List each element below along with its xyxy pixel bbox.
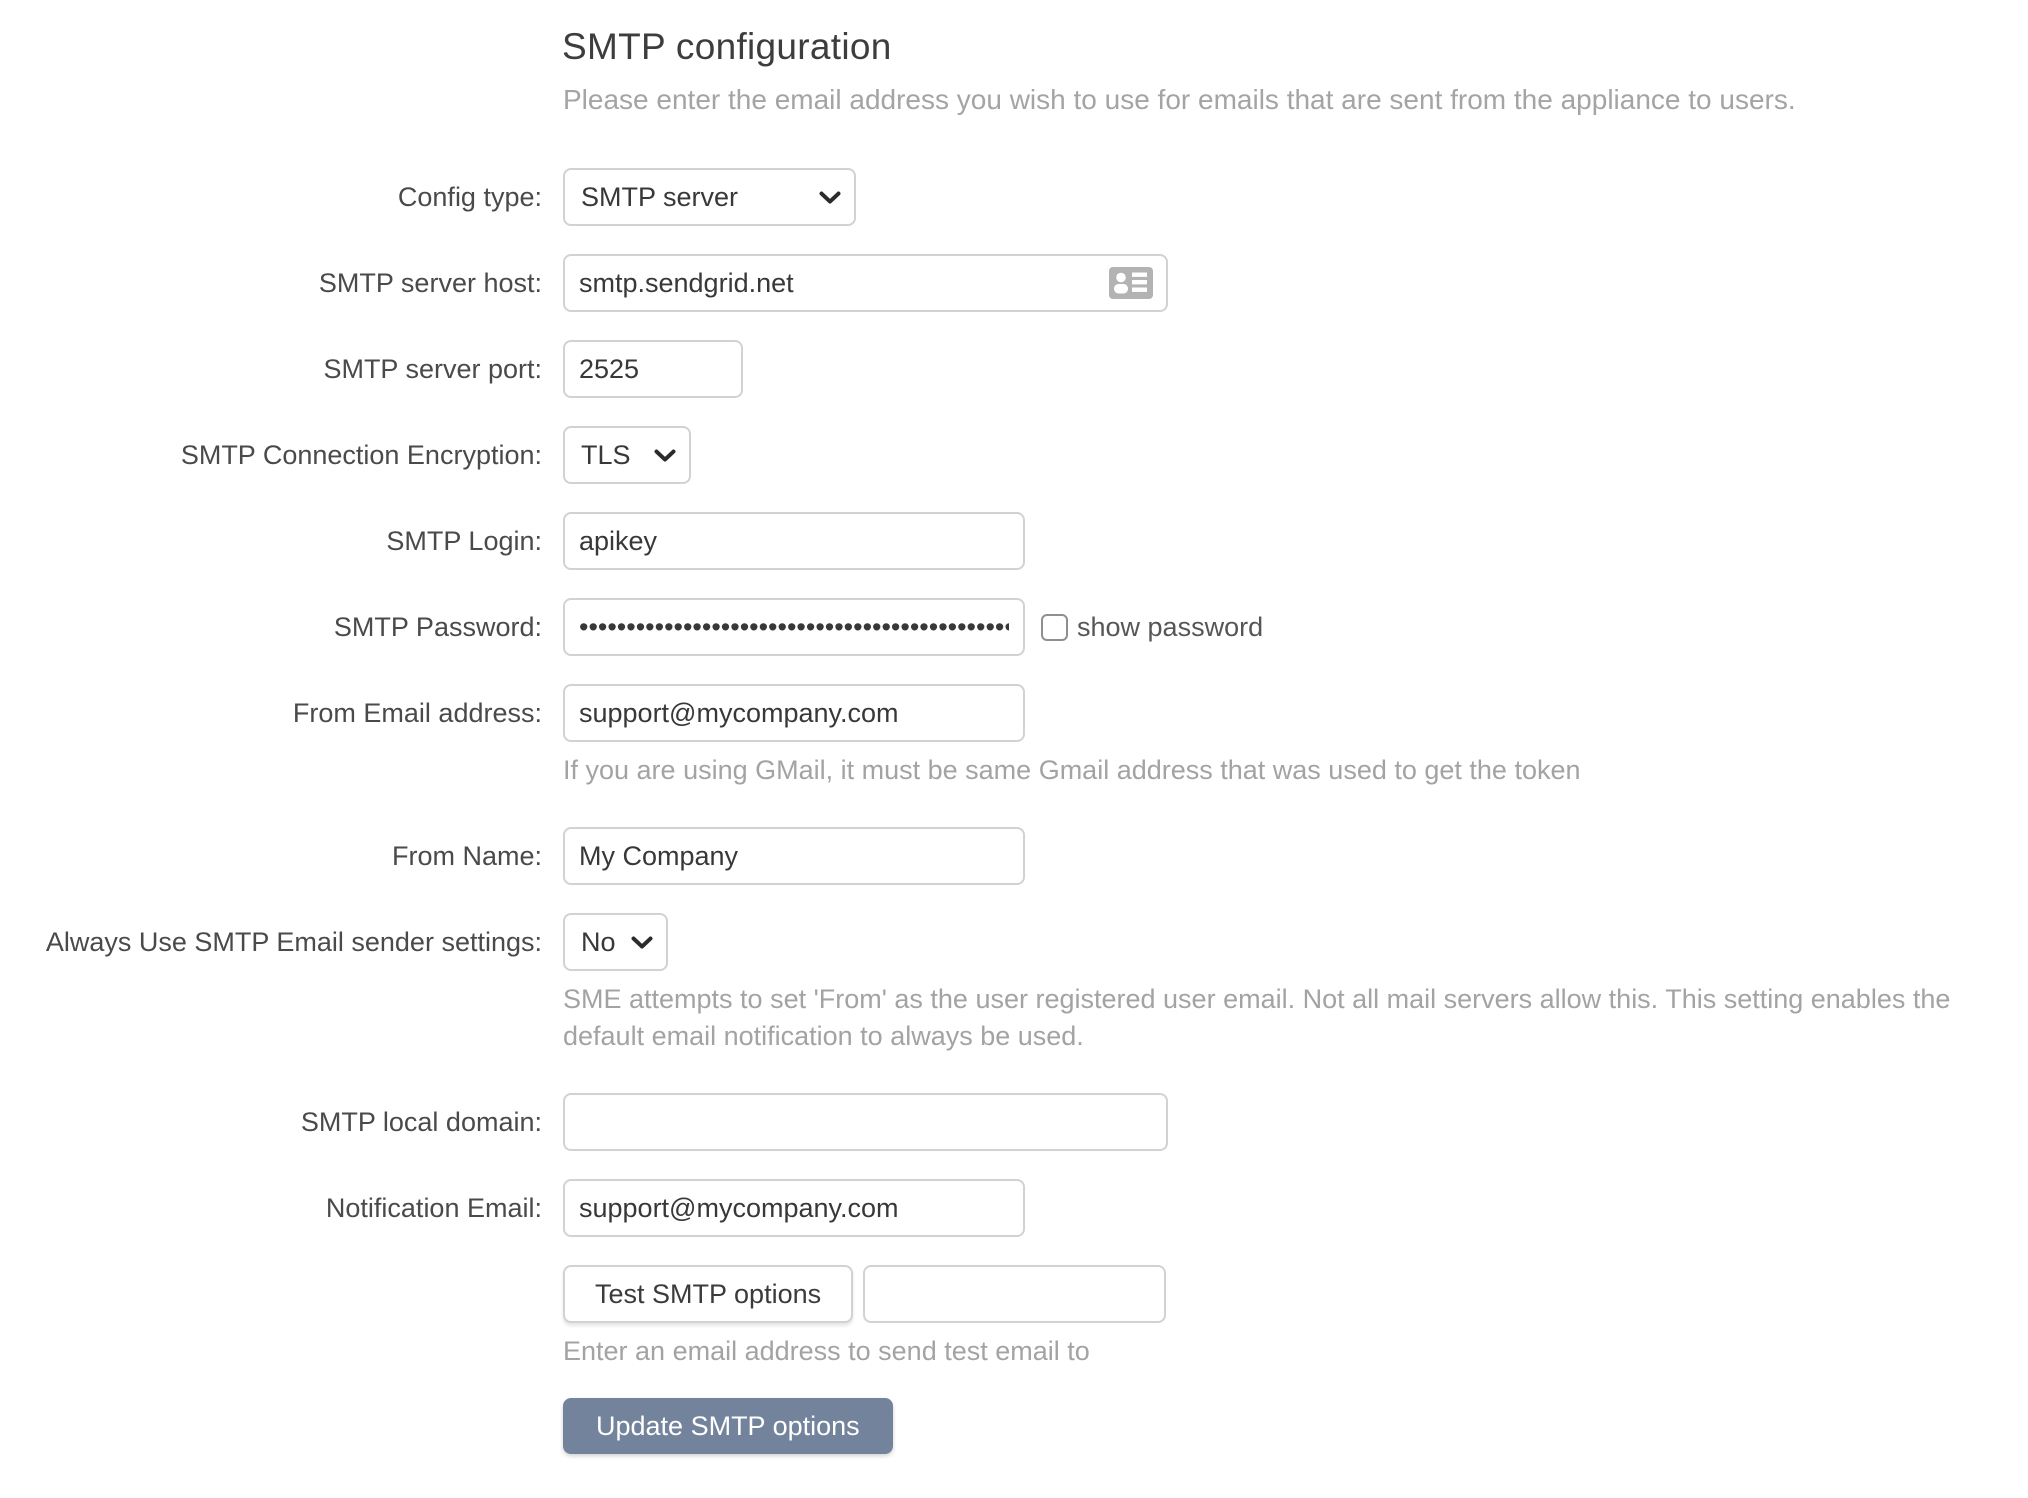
config-type-label: Config type: (397, 182, 542, 212)
test-email-input[interactable] (863, 1265, 1166, 1323)
from-email-row (0, 684, 2028, 789)
encryption-select[interactable] (563, 426, 691, 484)
page-header (562, 26, 2028, 116)
show-password-checkbox[interactable] (1041, 614, 1068, 641)
notification-email-label: Notification Email: (325, 1193, 542, 1223)
smtp-login-input[interactable] (563, 512, 1025, 570)
smtp-password-input[interactable] (563, 598, 1025, 656)
smtp-port-row (0, 340, 2028, 398)
smtp-password-row (0, 598, 2028, 656)
from-name-row (0, 827, 2028, 885)
from-email-label: From Email address: (292, 698, 542, 728)
smtp-login-label: SMTP Login: (386, 526, 542, 556)
local-domain-label: SMTP local domain: (300, 1107, 542, 1137)
smtp-host-label: SMTP server host: (318, 268, 542, 298)
always-use-helper: SME attempts to set 'From' as the user registered user email. Not all mail servers allow this. This setting enables the default email notification to always be used. (563, 984, 1951, 1051)
smtp-host-input[interactable] (563, 254, 1168, 312)
smtp-local-domain-input[interactable] (563, 1093, 1168, 1151)
config-type-select[interactable] (563, 168, 856, 226)
from-email-input[interactable] (563, 684, 1025, 742)
always-use-select[interactable] (563, 913, 668, 971)
smtp-login-row (0, 512, 2028, 570)
always-use-label: Always Use SMTP Email sender settings: (45, 927, 542, 957)
test-smtp-button[interactable]: Test SMTP options (563, 1265, 853, 1323)
config-type-row (0, 168, 2028, 226)
smtp-config-form (0, 168, 2028, 1454)
smtp-password-label: SMTP Password: (333, 612, 542, 642)
update-smtp-button[interactable]: Update SMTP options (563, 1398, 893, 1454)
test-smtp-row (0, 1265, 2028, 1370)
notification-email-input[interactable] (563, 1179, 1025, 1237)
notification-email-row (0, 1179, 2028, 1237)
from-name-label: From Name: (391, 841, 542, 871)
smtp-port-label: SMTP server port: (323, 354, 542, 384)
test-email-helper: Enter an email address to send test email to (563, 1336, 1090, 1366)
encryption-label: SMTP Connection Encryption: (180, 440, 542, 470)
update-row (0, 1398, 2028, 1454)
from-name-input[interactable] (563, 827, 1025, 885)
always-use-row (0, 913, 2028, 1055)
smtp-host-row (0, 254, 2028, 312)
smtp-port-input[interactable] (563, 340, 743, 398)
from-email-helper: If you are using GMail, it must be same Gmail address that was used to get the token (563, 755, 1581, 785)
page-title: SMTP configuration (562, 26, 892, 67)
encryption-row (0, 426, 2028, 484)
show-password-label: show password (1077, 611, 1264, 642)
page-subtitle: Please enter the email address you wish to use for emails that are sent from the appliance to users. (563, 84, 1796, 115)
local-domain-row (0, 1093, 2028, 1151)
